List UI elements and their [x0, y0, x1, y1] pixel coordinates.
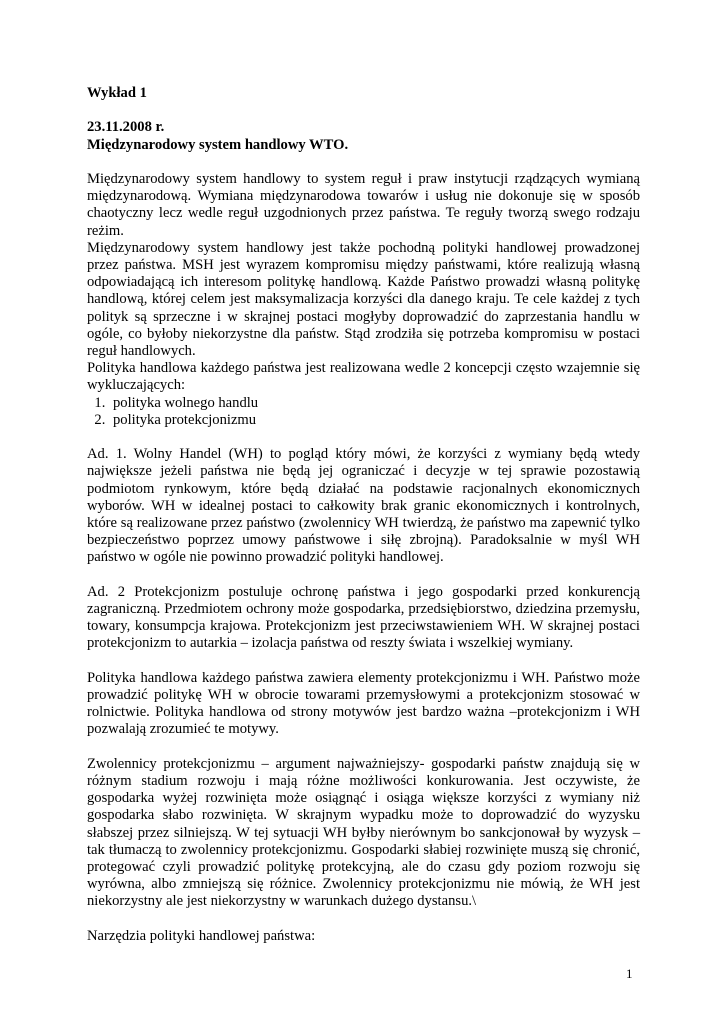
paragraph: Polityka handlowa każdego państwa jest realizowana wedle 2 koncepcji często wzajemnie się wykluczających: [87, 360, 640, 394]
paragraph: Międzynarodowy system handlowy to system reguł i praw instytucji rządzących wymianą międzynarodową. Wymiana międzynarodowa towarów i usług nie dokonuje się w sposób chaotyczny lecz wedle reguł uzgodnionych przez państwa. Te reguły tworzą swego rodzaju reżim. [87, 170, 640, 239]
paragraph: Ad. 1. Wolny Handel (WH) to pogląd który mówi, że korzyści z wymiany będą wtedy największe jeżeli państwa nie będą jej ograniczać i decyzje w tej sprawie pozostawią podmiotom rynkowym, które będą działać na podstawie racjonalnych ekonomicznych wyborów. WH w idealnej postaci to całkowity brak granic ekonomicznych i kontrolnych, które są realizowane przez państwo (zwolennicy WH twierdzą, że państwo ma zapewnić tylko bezpieczeństwo poprzez umowy państwowe i siłę zbrojną). Paradoksalnie w myśl WH państwo w ogóle nie powinno prowadzić polityki handlowej. [87, 446, 640, 566]
spacer [87, 567, 640, 584]
spacer [87, 102, 640, 119]
lecture-title: Wykład 1 [87, 85, 147, 101]
page-number: 1 [626, 966, 633, 981]
list-item: 1. polityka wolnego handlu [109, 395, 640, 412]
spacer [87, 911, 640, 928]
paragraph: Ad. 2 Protekcjonizm postuluje ochronę państwa i jego gospodarki przed konkurencją zagraniczną. Przedmiotem ochrony może gospodarka, przedsiębiorstwo, dziedzina przemysłu, towary, konsumpcja krajowa. Protekcjonizm jest przeciwstawieniem WH. W skrajnej postaci protekcjonizm to autarkia – izolacja państwa od reszty świata i wszelkiej wymiany. [87, 583, 640, 652]
spacer [87, 653, 640, 670]
lecture-date: 23.11.2008 r. [87, 119, 165, 136]
paragraph: Międzynarodowy system handlowy jest także pochodną polityki handlowej prowadzonej przez państwa. MSH jest wyrazem kompromisu między państwami, które realizują własną odpowiadającą ich interesom politykę handlową. Każde Państwo prowadzi własną politykę handlową, której celem jest maksymalizacja korzyści dla danego kraju. Te cele każdej z tych polityk są sprzeczne i w skrajnej postaci mogłyby doprowadzić do zaprzestania handlu w ogóle, co byłoby niekorzystne dla państw. Stąd zrodziła się potrzeba kompromisu w postaci reguł handlowych. [87, 239, 640, 360]
paragraph: Polityka handlowa każdego państwa zawiera elementy protekcjonizmu i WH. Państwo może prowadzić politykę WH w obrocie towarami przemysłowymi a protekcjonizm stosować w rolnictwie. Polityka handlowa od strony motywów jest bardzo ważna –protekcjonizm i WH pozwalają zrozumieć te motywy. [87, 669, 640, 738]
list-item: 2. polityka protekcjonizmu [109, 412, 640, 429]
concepts-list [87, 395, 640, 429]
document-page [87, 85, 640, 945]
paragraph: Narzędzia polityki handlowej państwa: [87, 927, 316, 944]
lecture-subject: Międzynarodowy system handlowy WTO. [87, 136, 349, 153]
spacer [87, 739, 640, 756]
paragraph: Zwolennicy protekcjonizmu – argument najważniejszy- gospodarki państw znajdują się w różnym stadium rozwoju i mają różne możliwości konkurowania. Jest oczywiste, że gospodarka wyżej rozwinięta może osiągnąć i osiąga większe korzyści z wymiany niż gospodarka słabo rozwinięta. W skrajnym wypadku może to doprowadzić do wyzysku słabszej przez silniejszą. W tej sytuacji WH byłby nierównym bo sankcjonował by wyzysk – tak tłumaczą to zwolennicy protekcjonizmu. Gospodarki słabiej rozwinięte muszą się chronić, protegować czyli prowadzić politykę protekcyjną, ale do czasu gdy poziom rozwoju się wyrówna, albo zmniejszą się różnice. Zwolennicy protekcjonizmu nie mówią, że WH jest niekorzystny ale jest niekorzystny w warunkach dużego dystansu.\ [87, 755, 640, 910]
spacer [87, 154, 640, 171]
spacer [87, 429, 640, 446]
